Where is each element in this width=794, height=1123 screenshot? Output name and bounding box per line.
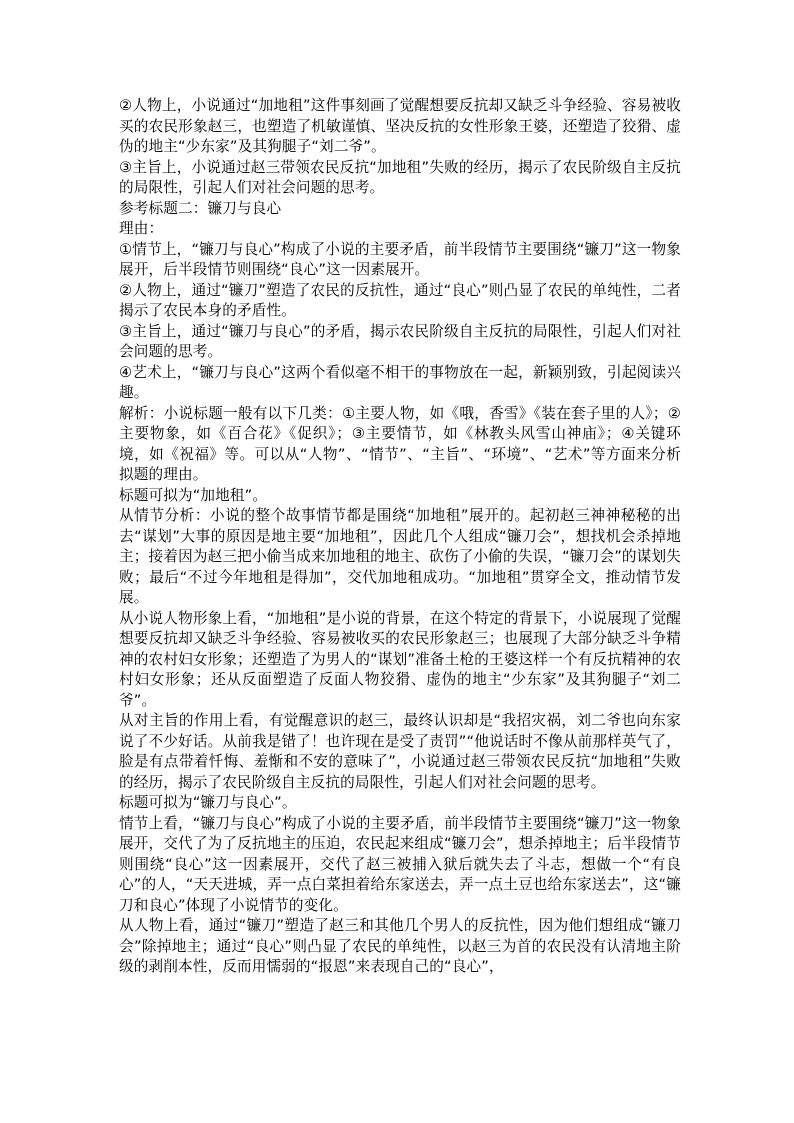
title-option-jiadizu: 标题可拟为“加地租”。	[119, 486, 268, 504]
title-option-liandao: 标题可拟为“镰刀与良心”。	[119, 794, 297, 811]
analysis-paragraph: 解析：小说标题一般有以下几类：①主要人物，如《哦，香雪》《装在套子里的人》；②主要物象，如《百合花》《促织》；③主要情节，如《林教头风雪山神庙》；④关键环境，如《祝福》等。可以从“人物”、“情节”、“主旨”、“环境”、“艺术”等方面来分析拟题的理由。	[119, 404, 681, 483]
analysis-people-liandao: 从人物上看，通过“镰刀”塑造了赵三和其他几个男人的反抗性，因为他们想组成“镰刀会”除掉地主；通过“良心”则凸显了农民的单纯性，以赵三为首的农民没有认清地主阶级的剥削本性，反而用懦弱的“报恩”来表现自己的“良心”，	[119, 917, 681, 975]
document-body	[119, 96, 681, 978]
paragraph-theme-2: ③主旨上，通过“镰刀与良心”的矛盾，揭示农民阶级自主反抗的局限性，引起人们对社会问题的思考。	[119, 322, 681, 360]
reason-label: 理由：	[119, 220, 164, 237]
paragraph-people-1: ②人物上，小说通过“加地租”这件事刻画了觉醒想要反抗却又缺乏斗争经验、容易被收买的农民形象赵三，也塑造了机敏谨慎、坚决反抗的女性形象王婆，还塑造了狡猾、虚伪的地主“少东家”及其狗腿子“刘二爷”。	[119, 97, 681, 155]
analysis-plot: 从情节分析：小说的整个故事情节都是围绕“加地租”展开的。起初赵三神神秘秘的出去“谋划”大事的原因是地主要“加地租”，因此几个人组成“镰刀会”，想找机会杀掉地主；接着因为赵三把小偷当成来加地租的地主、砍伤了小偷的失误，“镰刀会”的谋划失败；最后“不过今年地租是得加”，交代加地租成功。“加地租”贯穿全文，推动情节发展。	[119, 507, 681, 606]
analysis-plot-liandao: 情节上看，“镰刀与良心”构成了小说的主要矛盾，前半段情节主要围绕“镰刀”这一物象展开，交代了为了反抗地主的压迫，农民起来组成“镰刀会”，想杀掉地主；后半段情节则围绕“良心”这一因素展开，交代了赵三被捕入狱后就失去了斗志，想做一个“有良心”的人，“天天进城，弄一点白菜担着给东家送去，弄一点土豆也给东家送去”，这“镰刀和良心”体现了小说情节的变化。	[119, 814, 681, 914]
analysis-characters: 从小说人物形象上看，“加地租”是小说的背景，在这个特定的背景下，小说展现了觉醒想要反抗却又缺乏斗争经验、容易被收买的农民形象赵三；也展现了大部分缺乏斗争精神的农村妇女形象；还塑造了为男人的“谋划”准备土枪的王婆这样一个有反抗精神的农村妇女形象；还从反面塑造了反面人物狡猾、虚伪的地主“少东家”及其狗腿子“刘二爷”。	[119, 609, 681, 709]
paragraph-people-2: ②人物上，通过“镰刀”塑造了农民的反抗性，通过“良心”则凸显了农民的单纯性，二者揭示了农民本身的矛盾性。	[119, 281, 681, 319]
paragraph-theme-1: ③主旨上，小说通过赵三带领农民反抗“加地租”失败的经历，揭示了农民阶级自主反抗的局限性，引起人们对社会问题的思考。	[119, 158, 681, 196]
reference-title-two: 参考标题二：镰刀与良心	[119, 199, 282, 217]
analysis-theme: 从对主旨的作用上看，有觉醒意识的赵三，最终认识却是“我招灾祸，刘二爷也向东家说了不少好话。从前我是错了！也许现在是受了责罚”“他说话时不像从前那样英气了，脸是有点带着忏悔、羞惭和不安的意味了”，小说通过赵三带领农民反抗“加地租”失败的经历，揭示了农民阶级自主反抗的局限性，引起人们对社会问题的思考。	[119, 712, 681, 791]
paragraph-art-2: ④艺术上，“镰刀与良心”这两个看似毫不相干的事物放在一起，新颖别致，引起阅读兴趣。	[119, 363, 681, 401]
paragraph-plot-2: ①情节上，“镰刀与良心”构成了小说的主要矛盾，前半段情节主要围绕“镰刀”这一物象展开，后半段情节则围绕“良心”这一因素展开。	[119, 240, 681, 278]
